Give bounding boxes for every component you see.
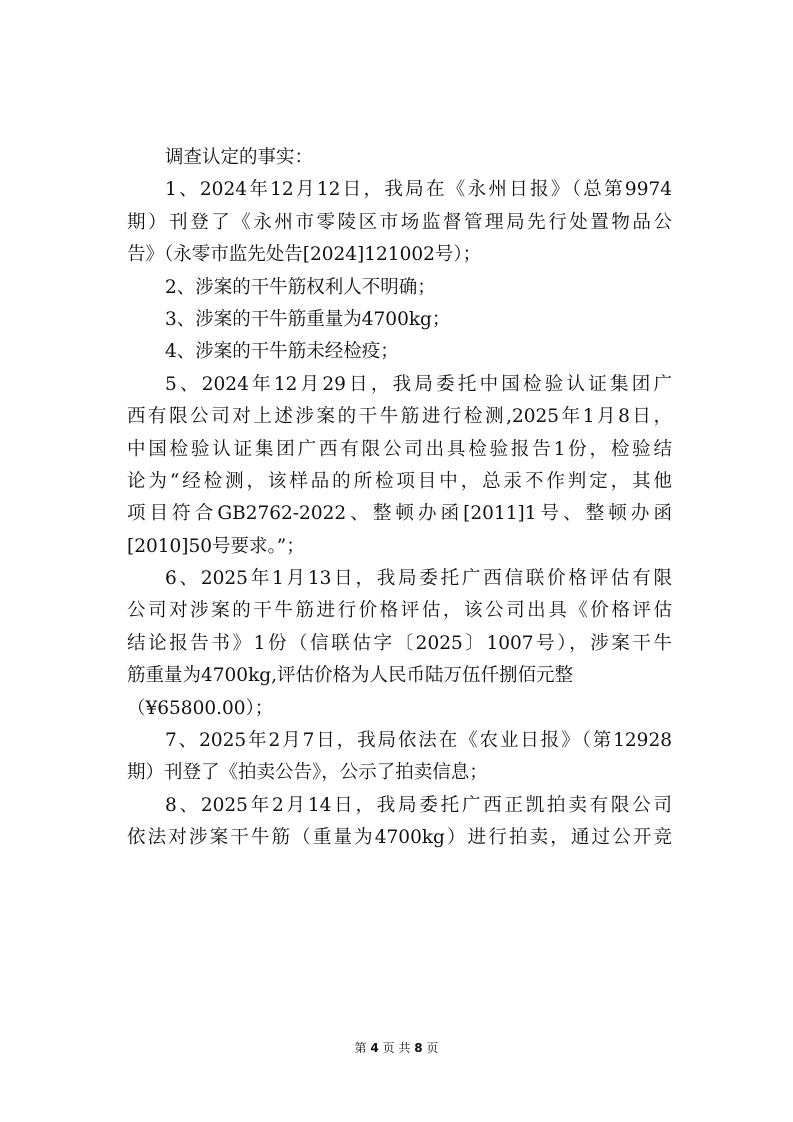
footer-prefix: 第 xyxy=(354,1041,367,1055)
body-line: 结论报告书》1份（信联估字〔2025〕1007号），涉案干牛 xyxy=(127,632,672,654)
body-line: 项目符合GB2762-2022、整顿办函[2011]1号、整顿办函 xyxy=(127,503,672,525)
body-line: 告》（永零市监先处告[2024]121002号）； xyxy=(127,244,482,266)
body-line: 论为“经检测，该样品的所检项目中，总汞不作判定，其他 xyxy=(127,470,672,492)
total-page-count: 8 xyxy=(414,1041,423,1055)
footer-suffix: 页 xyxy=(426,1041,439,1055)
body-line: 中国检验认证集团广西有限公司出具检验报告1份，检验结 xyxy=(127,438,672,460)
current-page-number: 4 xyxy=(370,1041,379,1055)
body-line: [2010]50号要求。”； xyxy=(127,535,305,557)
body-line: 8、2025年2月14日，我局委托广西正凯拍卖有限公司 xyxy=(165,794,672,816)
body-line: 期）刊登了《永州市零陵区市场监督管理局先行处置物品公 xyxy=(127,211,672,233)
body-line: 5、2024年12月29日，我局委托中国检验认证集团广 xyxy=(165,373,672,395)
page-footer xyxy=(0,1040,793,1056)
body-line: 1、2024年12月12日，我局在《永州日报》（总第9974 xyxy=(165,179,672,201)
body-line: （¥65800.00）； xyxy=(127,697,274,719)
body-line: 7、2025年2月7日，我局依法在《农业日报》（第12928 xyxy=(165,730,672,752)
body-line: 3、涉案的干牛筋重量为4700kg； xyxy=(165,308,451,330)
document-body xyxy=(127,142,672,855)
section-heading: 调查认定的事实： xyxy=(165,147,314,168)
body-line: 6、2025年1月13日，我局委托广西信联价格评估有限 xyxy=(165,568,672,590)
body-line: 2、涉案的干牛筋权利人不明确； xyxy=(165,276,436,298)
body-line: 期）刊登了《拍卖公告》，公示了拍卖信息； xyxy=(127,762,488,784)
footer-middle: 页 共 xyxy=(382,1041,411,1055)
body-line: 公司对涉案的干牛筋进行价格评估，该公司出具《价格评估 xyxy=(127,600,672,622)
body-line: 依法对涉案干牛筋（重量为4700kg）进行拍卖，通过公开竞 xyxy=(127,827,672,849)
body-line: 筋重量为4700kg,评估价格为人民币陆万伍仟捌佰元整 xyxy=(127,665,574,687)
body-line: 4、涉案的干牛筋未经检疫； xyxy=(165,341,399,363)
body-line: 西有限公司对上述涉案的干牛筋进行检测,2025年1月8日， xyxy=(127,406,672,428)
